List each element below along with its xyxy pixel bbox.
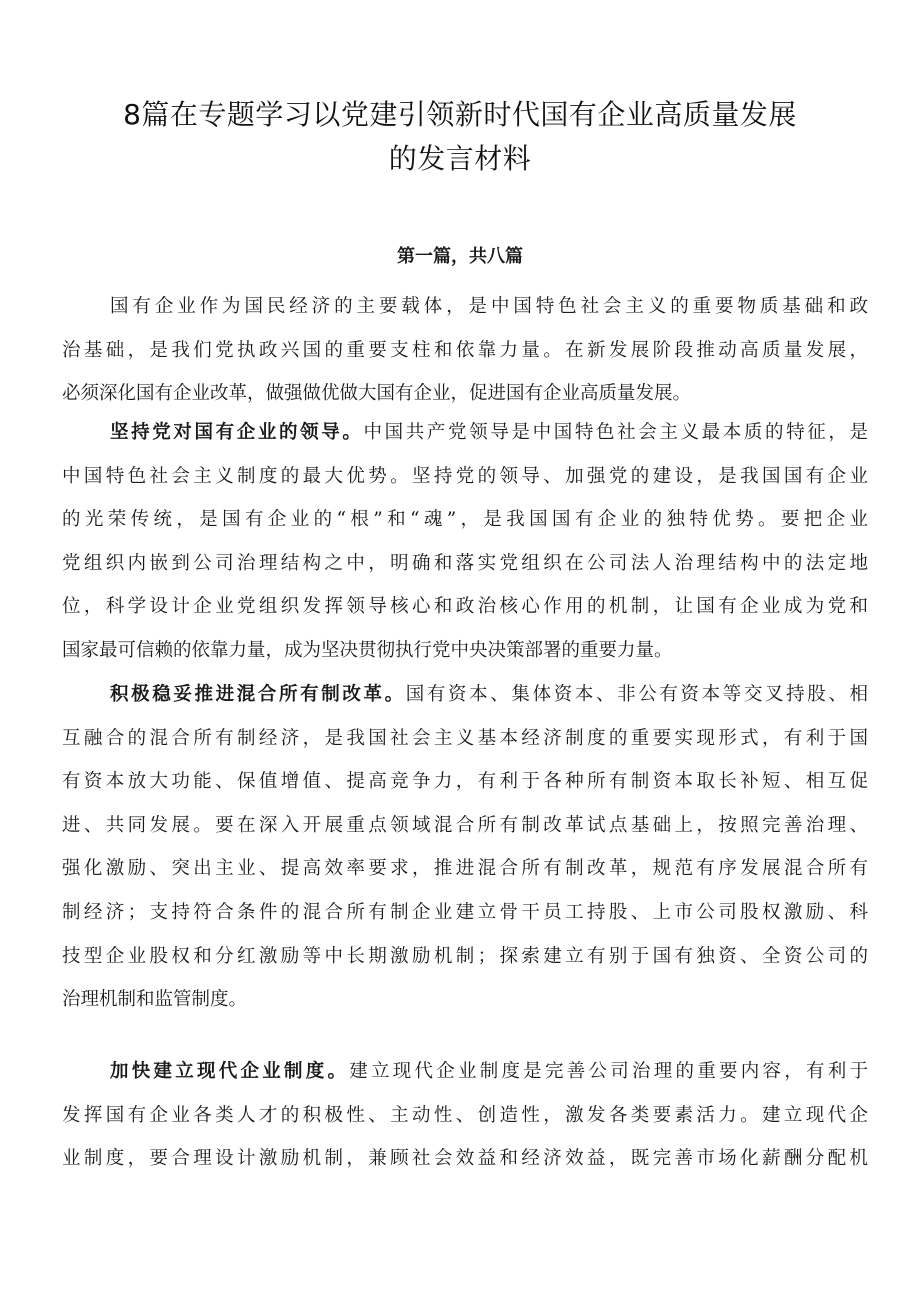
paragraph-line: 发挥国有企业各类人才的积极性、主动性、创造性，激发各类要素活力。建立现代企 — [62, 1104, 868, 1126]
paragraph-line: 党组织内嵌到公司治理结构之中，明确和落实党组织在公司法人治理结构中的法定地 — [62, 552, 868, 574]
paragraph-line: 必须深化国有企业改革，做强做优做大国有企业，促进国有企业高质量发展。 — [62, 383, 692, 405]
paragraph-line: 国有企业作为国民经济的主要载体，是中国特色社会主义的重要物质基础和政 — [110, 296, 868, 317]
paragraph-1 — [62, 285, 868, 416]
paragraph-line: 治基础，是我们党执政兴国的重要支柱和依靠力量。在新发展阶段推动高质量发展， — [62, 339, 868, 361]
paragraph-4 — [62, 1050, 868, 1181]
paragraph-line: 的光荣传统，是国有企业的“根”和“魂”，是我国国有企业的独特优势。要把企业 — [62, 509, 868, 531]
paragraph-3 — [62, 673, 868, 1022]
paragraph-text: 建立现代企业制度是完善公司治理的重要内容，有利于 — [349, 1061, 868, 1082]
paragraph-line — [62, 673, 868, 717]
paragraph-line: 强化激励、突出主业、提高效率要求，推进混合所有制改革，规范有序发展混合所有 — [62, 858, 868, 880]
section-heading: 第一篇，共八篇 — [397, 246, 523, 267]
paragraph-lead-heading: 坚持党对国有企业的领导。 — [110, 422, 364, 443]
paragraph-line: 制经济；支持符合条件的混合所有制企业建立骨干员工持股、上市公司股权激励、科 — [62, 901, 868, 923]
paragraph-lead-heading: 加快建立现代企业制度。 — [110, 1061, 350, 1082]
paragraph-text: 中国共产党领导是中国特色社会主义最本质的特征，是 — [363, 422, 868, 443]
paragraph-line: 位，科学设计企业党组织发挥领导核心和政治核心作用的机制，让国有企业成为党和 — [62, 596, 868, 618]
paragraph-line: 中国特色社会主义制度的最大优势。坚持党的领导、加强党的建设，是我国国有企业 — [62, 465, 868, 487]
paragraph-line — [62, 411, 868, 455]
paragraph-2 — [62, 411, 868, 673]
paragraph-line: 业制度，要合理设计激励机制，兼顾社会效益和经济效益，既完善市场化薪酬分配机 — [62, 1148, 868, 1170]
paragraph-line — [62, 1050, 868, 1094]
paragraph-line: 国家最可信赖的依靠力量，成为坚决贯彻执行党中央决策部署的重要力量。 — [62, 639, 673, 661]
paragraph-line: 进、共同发展。要在深入开展重点领域混合所有制改革试点基础上，按照完善治理、 — [62, 814, 868, 836]
paragraph-line: 互融合的混合所有制经济，是我国社会主义基本经济制度的重要实现形式，有利于国 — [62, 727, 868, 749]
paragraph-lead-heading: 积极稳妥推进混合所有制改革。 — [110, 684, 406, 705]
document-title-line-2: 的发言材料 — [388, 142, 532, 175]
paragraph-text: 国有资本、集体资本、非公有资本等交叉持股、相 — [405, 684, 868, 705]
paragraph-line: 技型企业股权和分红激励等中长期激励机制；探索建立有别于国有独资、全资公司的 — [62, 945, 868, 967]
document-title-line-1: 8篇在专题学习以党建引领新时代国有企业高质量发展 — [123, 98, 797, 131]
paragraph-line: 有资本放大功能、保值增值、提高竞争力，有利于各种所有制资本取长补短、相互促 — [62, 771, 868, 793]
paragraph-line: 治理机制和监管制度。 — [62, 989, 248, 1011]
